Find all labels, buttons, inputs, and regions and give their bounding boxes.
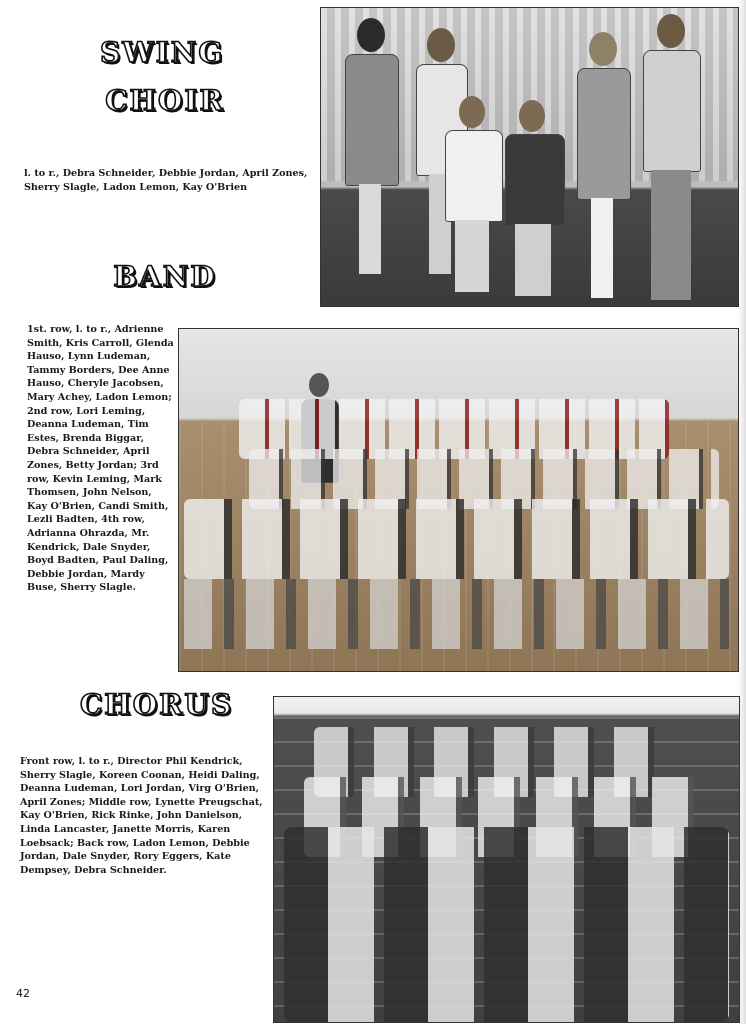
band-photo xyxy=(178,328,739,672)
choir-member-figure xyxy=(573,32,633,302)
choir-member-figure xyxy=(503,100,565,300)
band-heading: BAND xyxy=(113,260,217,293)
chorus-heading: CHORUS xyxy=(80,688,234,721)
choir-member-figure xyxy=(443,96,503,296)
swing-choir-photo xyxy=(320,7,739,307)
chorus-photo xyxy=(273,696,740,1023)
chorus-members-group xyxy=(274,697,739,1022)
swing-choir-heading-line2: CHOIR xyxy=(105,84,225,117)
choir-member-figure xyxy=(341,18,401,278)
band-members-group xyxy=(179,399,738,669)
choir-member-figure xyxy=(639,14,703,304)
swing-choir-heading-line1: SWING xyxy=(100,36,225,69)
chorus-caption: Front row, l. to r., Director Phil Kendrick, Sherry Slagle, Koreen Coonan, Heidi Daling, Deanna Ludeman, Lori Jordan, Virg O'Brien, April Zones; Middle row, Lynette Preugschat, Kay O'Brien, Rick Rinke, John Danielson, Linda Lancaster, Janette Morris, Karen Loebsack; Back row, Ladon Lemon, Debbie Jordan, Dale Snyder, Rory Eggers, Kate Dempsey, Debra Schneider. xyxy=(20,756,263,876)
page-number: 42 xyxy=(16,987,30,1000)
band-caption: 1st. row, l. to r., Adrienne Smith, Kris Carroll, Glenda Hauso, Lynn Ludeman, Tammy Borders, Dee Anne Hauso, Cheryle Jacobsen, Mary Achey, Ladon Lemon; 2nd row, Lori Leming, Deanna Ludeman, Tim Estes, Brenda Biggar, Debra Schneider, April Zones, Betty Jordan; 3rd row, Kevin Leming, Mark Thomsen, John Nelson, Kay O'Brien, Candi Smith, Lezli Badten, 4th row, Adrianna Ohrazda, Mr. Kendrick, Dale Snyder, Boyd Badten, Paul Daling, Debbie Jordan, Mardy Buse, Sherry Slagle. xyxy=(27,324,174,594)
swing-choir-caption: l. to r., Debra Schneider, Debbie Jordan, April Zones, Sherry Slagle, Ladon Lemon, Kay O'Brien xyxy=(24,168,308,193)
page-edge-shadow xyxy=(738,0,746,1024)
